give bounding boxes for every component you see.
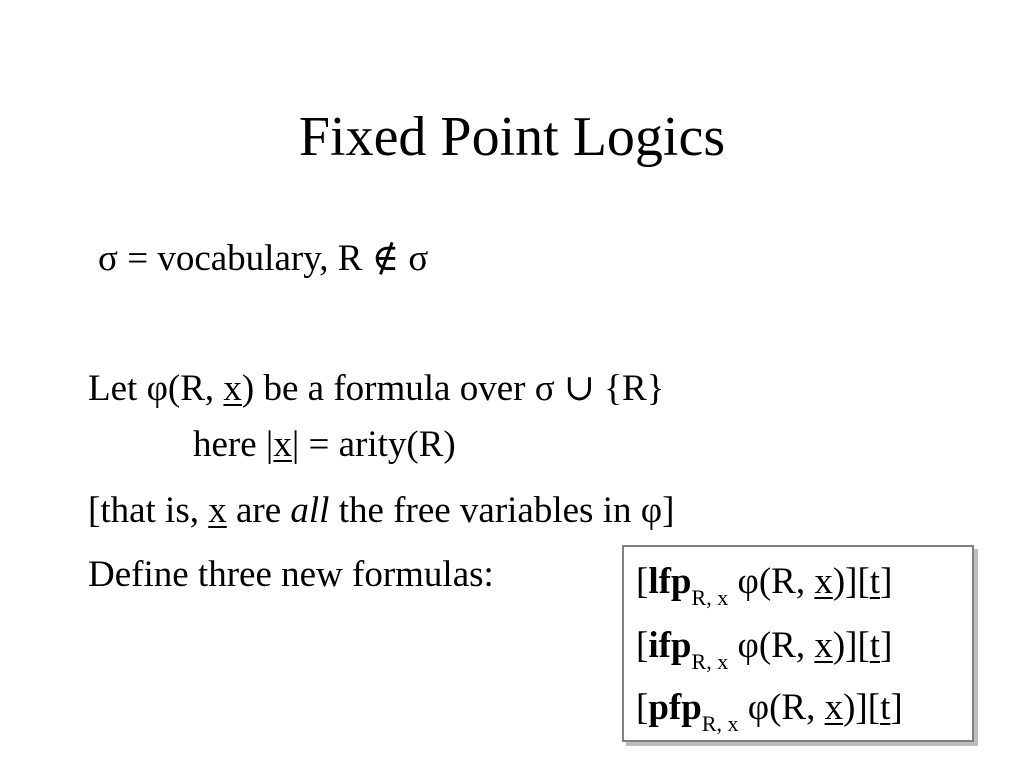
phi-symbol: φ (738, 687, 770, 728)
bracket-open: [ (636, 687, 649, 728)
that-open-text: [that is, (88, 490, 209, 531)
phi-symbol: φ (640, 490, 663, 531)
sigma-symbol-2: σ (399, 238, 429, 279)
bracket-close: ] (880, 561, 893, 602)
args-mid: )][ (843, 687, 881, 728)
bracket-open: [ (636, 625, 649, 666)
args-open: (R, (167, 368, 224, 409)
bracket-open: [ (636, 561, 649, 602)
x-vector: x (824, 687, 844, 728)
phi-symbol: φ (728, 561, 759, 602)
x-vector: x (814, 625, 833, 666)
operator-subscript: R, x (691, 585, 729, 610)
here-line (193, 422, 456, 468)
operator-subscript: R, x (701, 711, 739, 736)
bracket-close: ] (662, 490, 675, 531)
args-mid: )][ (832, 561, 870, 602)
set-r: {R} (604, 368, 665, 409)
that-is-line (88, 488, 674, 534)
not-element-symbol: ∉ (371, 238, 400, 279)
t-vector: t (880, 687, 891, 728)
pfp-formula (636, 685, 903, 735)
here-text: here (193, 424, 266, 465)
args-open: (R, (758, 625, 815, 666)
arity-text: = arity(R) (299, 424, 456, 465)
let-rest-text: ) be a formula over (241, 368, 535, 409)
define-line: Define three new formulas: (88, 554, 494, 595)
x-vector: x (223, 368, 242, 409)
args-open: (R, (758, 561, 815, 602)
sigma-symbol: σ (534, 368, 555, 409)
phi-symbol: φ (728, 625, 759, 666)
vocabulary-text: = vocabulary, R (117, 238, 372, 279)
abs-bar-close: | (291, 424, 300, 465)
pfp-operator: pfp (648, 687, 702, 728)
vocabulary-line (98, 236, 428, 282)
x-vector: x (814, 561, 833, 602)
bracket-close: ] (880, 625, 893, 666)
ifp-formula (636, 623, 892, 673)
slide-title: Fixed Point Logics (298, 106, 726, 168)
ifp-operator: ifp (648, 625, 692, 666)
sigma-symbol: σ (98, 238, 118, 279)
args-open: (R, (769, 687, 825, 728)
args-mid: )][ (832, 625, 870, 666)
x-vector: x (208, 490, 227, 531)
x-vector: x (273, 424, 292, 465)
operator-subscript: R, x (691, 649, 729, 674)
bracket-close: ] (890, 687, 903, 728)
phi-symbol: φ (146, 368, 168, 409)
let-text: Let (88, 368, 147, 409)
abs-bar-open: | (265, 424, 274, 465)
formulas-box (622, 545, 974, 742)
let-line (88, 366, 664, 412)
all-emphasis: all (290, 490, 330, 531)
union-symbol: ∪ (554, 368, 605, 409)
t-vector: t (869, 625, 881, 666)
free-vars-text: the free variables in (329, 490, 641, 531)
lfp-operator: lfp (648, 561, 692, 602)
are-text: are (226, 490, 291, 531)
lfp-formula (636, 559, 892, 609)
t-vector: t (869, 561, 881, 602)
